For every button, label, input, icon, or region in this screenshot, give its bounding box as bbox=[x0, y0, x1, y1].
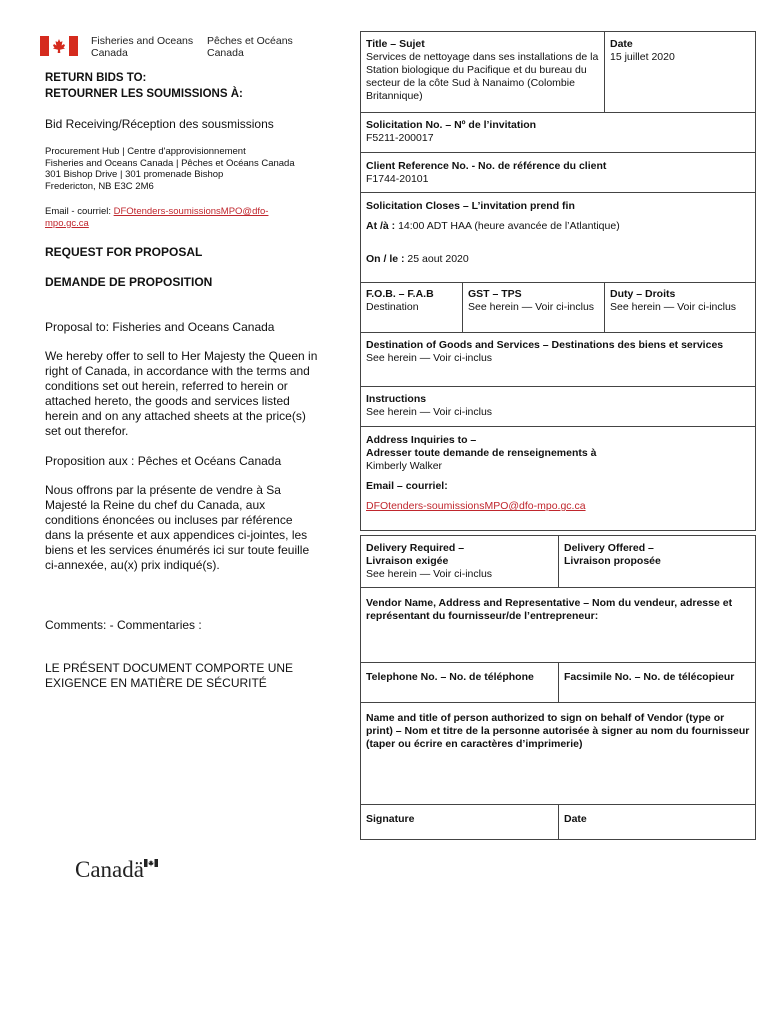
proposal-to: Proposal to: Fisheries and Oceans Canada bbox=[45, 320, 275, 334]
address-inquiries: Address Inquiries to – Adresser toute demande de renseignements à Kimberly Walker Email – courriel: DFOtenders-soumissionsMPO@dfo-mpo.gc.ca bbox=[366, 434, 597, 512]
return-bids-fr: RETOURNER LES SOUMISSIONS À: bbox=[45, 88, 243, 100]
email-link[interactable]: DFOtenders-soumissionsMPO@dfo- bbox=[113, 206, 269, 217]
inquiry-email-link[interactable]: DFOtenders-soumissionsMPO@dfo-mpo.gc.ca bbox=[366, 500, 586, 512]
rfp-title-fr: DEMANDE DE PROPOSITION bbox=[45, 275, 213, 289]
rfp-title-en: REQUEST FOR PROPOSAL bbox=[45, 245, 203, 259]
delivery-required: Delivery Required – Livraison exigée See herein — Voir ci-inclus bbox=[366, 542, 493, 580]
instructions-field: Instructions See herein — Voir ci-inclus bbox=[366, 393, 493, 418]
email-link-cont[interactable]: mpo.gc.ca bbox=[45, 217, 89, 229]
offer-fr: Nous offrons par la présente de vendre à Sa Majesté la Reine du chef du Canada, aux conditions énoncées ou incluses par référence dans la présente et aux appendices ci-jointes, les biens et les services énumérés ici sur toute feuille ci-annexée, au(x) prix indiqué(s). bbox=[45, 483, 310, 572]
proposition-aux: Proposition aux : Pêches et Océans Canada bbox=[45, 454, 282, 468]
bid-receiving: Bid Receiving/Réception des sousmissions bbox=[45, 117, 274, 131]
vendor-name-field[interactable]: Vendor Name, Address and Representative – Nom du vendeur, adresse et représentant du fournisseur/de l’entrepreneur: bbox=[366, 597, 733, 622]
signature-date-field[interactable]: Date bbox=[564, 813, 587, 825]
address-block: Procurement Hub | Centre d'approvisionnement Fisheries and Oceans Canada | Pêches et Océans Canada 301 Bishop Drive | 301 promenade Bishop Fredericton, NB E3C 2M6 bbox=[45, 146, 295, 192]
date-field: Date 15 juillet 2020 bbox=[610, 38, 675, 63]
client-reference: Client Reference No. - No. de référence du client F1744-20101 bbox=[366, 160, 607, 185]
dept-name-fr: Pêches et Océans Canada bbox=[207, 35, 293, 59]
comments: Comments: - Commentaries : bbox=[45, 618, 202, 632]
gst-field: GST – TPS See herein — Voir ci-inclus bbox=[468, 288, 595, 313]
solicitation-closes: Solicitation Closes – L’invitation prend fin At /à : 14:00 ADT HAA (heure avancée de l’Atlantique) On / le : 25 aout 2020 bbox=[366, 200, 620, 265]
facsimile-field[interactable]: Facsimile No. – No. de télécopieur bbox=[564, 671, 735, 683]
signature-field[interactable]: Signature bbox=[366, 813, 415, 825]
duty-field: Duty – Droits See herein — Voir ci-inclus bbox=[610, 288, 737, 313]
offer-en: We hereby offer to sell to Her Majesty the Queen in right of Canada, in accordance with the terms and conditions set out herein, referred to herein or attached hereto, the goods and services listed herein and on any attached sheets at the price(s) set out therefor. bbox=[45, 349, 318, 438]
security-notice: LE PRÉSENT DOCUMENT COMPORTE UNE EXIGENCE EN MATIÈRE DE SÉCURITÉ bbox=[45, 661, 294, 690]
telephone-field[interactable]: Telephone No. – No. de téléphone bbox=[366, 671, 534, 683]
email-block: Email - courriel: DFOtenders-soumissionsMPO@dfo- mpo.gc.ca bbox=[45, 206, 269, 229]
return-bids-en: RETURN BIDS TO: bbox=[45, 72, 147, 84]
destination-field: Destination of Goods and Services – Destinations des biens et services See herein — Voir ci-inclus bbox=[366, 339, 724, 364]
dept-name-en: Fisheries and Oceans Canada bbox=[91, 35, 194, 59]
fob-field: F.O.B. – F.A.B Destination bbox=[366, 288, 434, 313]
canada-wordmark-flag-icon bbox=[144, 859, 158, 867]
canada-flag-icon bbox=[40, 36, 78, 56]
authorized-person-field[interactable]: Name and title of person authorized to sign on behalf of Vendor (type or print) – Nom et titre de la personne autorisée à signer au nom du fournisseur (taper ou écrire en caractères d’imprimerie) bbox=[366, 712, 750, 750]
canada-wordmark: Canadä bbox=[75, 857, 144, 882]
solicitation-number: Solicitation No. – Nº de l’invitation F5211-200017 bbox=[366, 119, 537, 144]
title-field: Title – Sujet Services de nettoyage dans ses installations de la Station biologique du Pacifique et du bureau du secteur de la côte Sud à Nanaimo (Colombie Britannique) bbox=[366, 38, 599, 102]
delivery-offered[interactable]: Delivery Offered – Livraison proposée bbox=[564, 542, 661, 567]
